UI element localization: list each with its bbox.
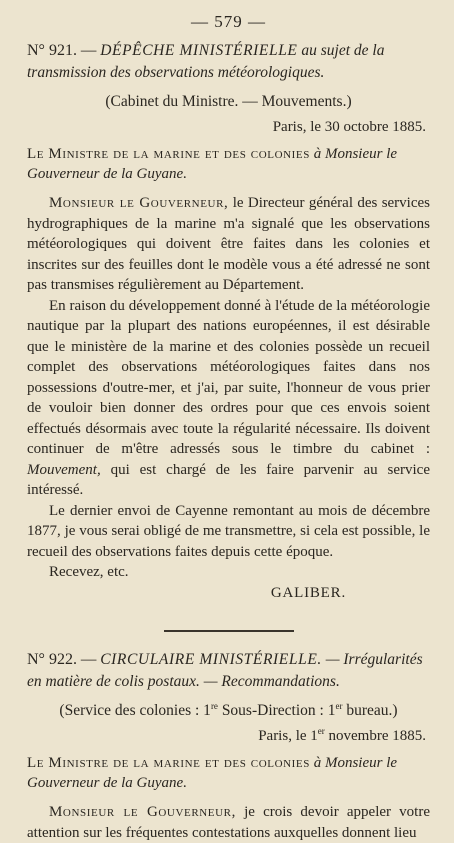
circular-922-date — [27, 728, 426, 745]
dispatch-921-salutation: Monsieur le Gouverneur, — [49, 195, 229, 211]
circular-922-title: CIRCULAIRE MINISTÉRIELLE. — [100, 651, 322, 668]
dispatch-921-address-recipient: à Monsieur le Gouverneur de la Guyane. — [27, 146, 398, 182]
circular-922-paragraph-1-text: je crois devoir appeler votre attention sur les fréquentes contestations auxquelles donnent lieu — [27, 804, 430, 841]
dispatch-921-paragraph-2-italic: Mouvement, — [27, 461, 101, 478]
circular-922-salutation: Monsieur le Gouverneur, — [49, 804, 236, 820]
circular-922-address-recipient: à Monsieur le Gouverneur de la Guyane. — [27, 755, 398, 791]
dispatch-921-signature: GALIBER. — [270, 585, 346, 601]
dispatch-921-address-sender: Le Ministre de la marine et des colonies — [27, 146, 310, 162]
dispatch-921-paragraph-2-text: En raison du développement donné à l'étude de la météorologie nautique par la plupart des nations européennes, il est désirable que le ministère de la marine et des colonies possède un recueil complet des observations météorologiques faites dans nos possessions d'outre-mer, et j'ai, par suite, l'honneur de vous prier de vouloir bien donner des ordres pour que ces envois soient effectués désormais avec toute la régularité nécessaire. Ils doivent continuer de m'être adressés sous le timbre du cabinet : — [27, 297, 430, 457]
dispatch-921-paragraph-1-text: le Directeur général des services hydrographiques de la marine m'a signalé que les observations météorologiques qui doivent être faites dans les colonies et inscrites sur des feuilles dont le modèle vous a été adressé ne sont pas transmises régulièrement au Département. — [27, 195, 431, 293]
dispatch-921-address — [27, 144, 430, 184]
dispatch-921-closing: Recevez, etc. — [49, 564, 129, 580]
circular-922-subject: — Irrégularités en matière de colis postaux. — Recommandations. — [27, 651, 423, 690]
section-divider — [164, 630, 294, 632]
circular-922-dash: — — [80, 651, 97, 668]
circular-922-source-sup-1: re — [210, 700, 218, 711]
circular-922-date-sup: er — [317, 726, 325, 736]
page-number: — 579 — — [191, 12, 266, 31]
dispatch-921-number: N° 921. — [27, 42, 77, 59]
dispatch-921-title: DÉPÊCHE MINISTÉRIELLE — [100, 42, 298, 59]
circular-922-date-part-b: novembre 1885. — [324, 728, 426, 744]
circular-922-source-part-c: bureau.) — [342, 702, 398, 719]
dispatch-921-subject: au sujet de la transmission des observations météorologiques. — [27, 42, 385, 81]
dispatch-921-paragraph-2 — [27, 296, 430, 501]
dispatch-921-source: (Cabinet du Ministre. — Mouvements.) — [105, 93, 352, 110]
circular-922-address-sender: Le Ministre de la marine et des colonies — [27, 755, 310, 771]
dispatch-921-heading — [27, 40, 430, 84]
dispatch-921-paragraph-1 — [27, 193, 430, 296]
dispatch-921-paragraph-2-end: qui est chargé de les faire parvenir au service intéressé. — [27, 461, 430, 498]
dispatch-921-paragraph-3: Le dernier envoi de Cayenne remontant au mois de décembre 1877, je vous serai obligé de me transmettre, si cela est possible, le recueil des observations faites depuis cette époque. — [27, 502, 430, 560]
circular-922-date-part-a: Paris, le 1 — [258, 728, 318, 744]
dispatch-921-dash: — — [80, 42, 97, 59]
circular-922-source — [27, 702, 430, 720]
circular-922-address — [27, 753, 430, 793]
circular-922-paragraph-1 — [27, 802, 430, 843]
circular-922-source-part-a: (Service des colonies : 1 — [59, 702, 211, 719]
circular-922-heading — [27, 649, 430, 693]
circular-922-number: N° 922. — [27, 651, 77, 668]
circular-922-source-part-b: Sous-Direction : 1 — [217, 702, 336, 719]
dispatch-921-date: Paris, le 30 octobre 1885. — [272, 119, 426, 135]
circular-922-source-sup-2: er — [335, 700, 343, 711]
